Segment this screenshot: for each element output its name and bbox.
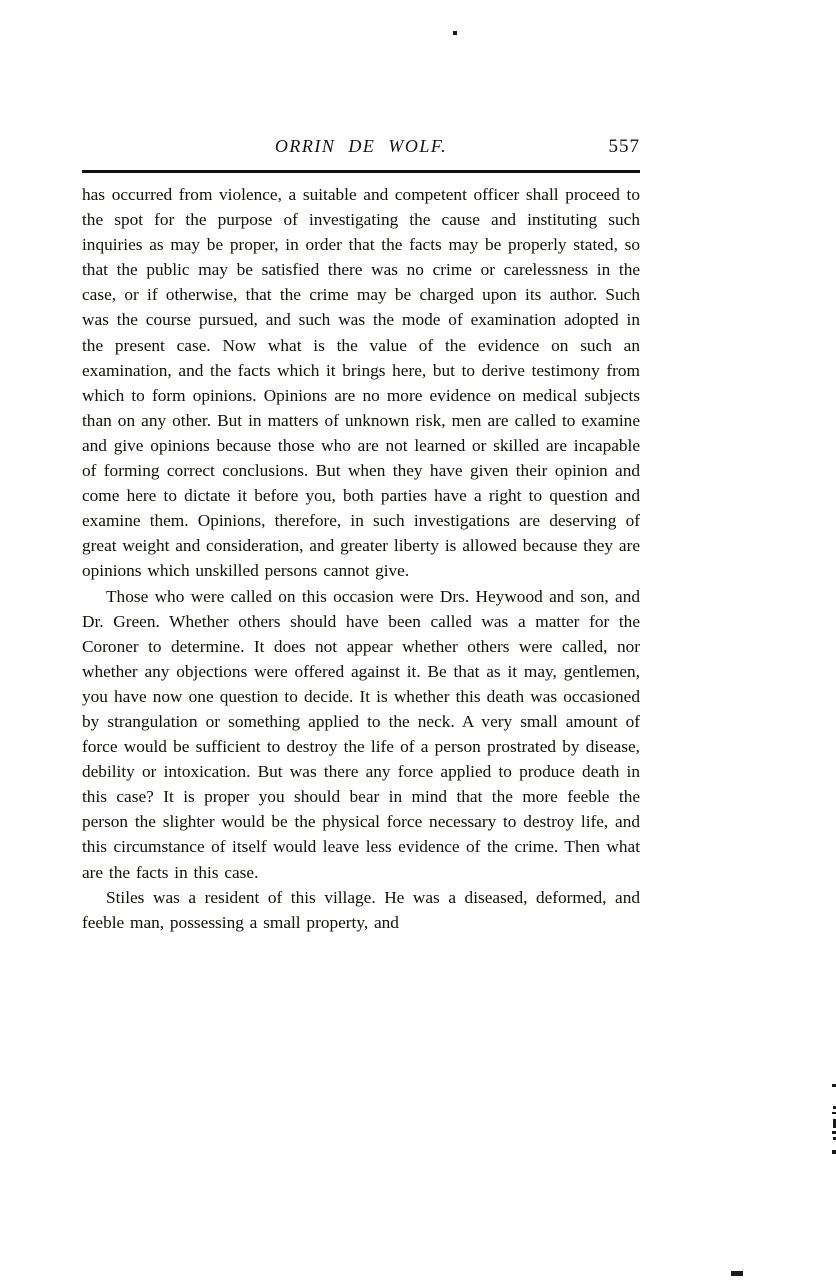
body-text: [82, 182, 640, 935]
scan-edge-artifact: [832, 1131, 836, 1134]
running-header-title: ORRIN DE WOLF.: [274, 136, 448, 156]
scan-speck-artifact: [731, 1271, 743, 1276]
scan-speck-artifact: [453, 31, 457, 35]
header-rule-divider: [82, 170, 640, 173]
paragraph-3: Stiles was a resident of this village. He was a diseased, deformed, and feeble man, possessing a small property, and: [82, 887, 640, 932]
scan-edge-artifact: [832, 1112, 836, 1114]
scan-edge-artifact: [832, 1150, 836, 1154]
running-header: [82, 136, 640, 166]
paragraph-1: has occurred from violence, a suitable and competent officer shall proceed to the spot for the purpose of investigating the cause and instituting such inquiries as may be proper, in order that the facts may be properly stated, so that the public may be satisfied there was no crime or carelessness in the case, or if otherwise, that the crime may be charged upon its author. Such was the course pursued, and such was the mode of examination adopted in the present case. Now what is the value of the evidence on such an examination, and the facts which it brings here, but to derive testimony from which to form opinions. Opinions are no more evidence on medical subjects than on any other. But in matters of unknown risk, men are called to examine and give opinions because those who are not learned or skilled are incapable of forming correct conclusions. But when they have given their opinion and come here to dictate it before you, both parties have a right to question and examine them. Opinions, therefore, in such investigations are deserving of great weight and consideration, and greater liberty is allowed because they are opinions which unskilled persons cannot give.: [82, 185, 640, 581]
page-number: 557: [608, 136, 640, 157]
paragraph-2: Those who were called on this occasion were Drs. Heywood and son, and Dr. Green. Whether others should have been called was a matter for the Coroner to determine. It does not appear whether others were called, nor whether any objections were offered against it. Be that as it may, gentlemen, you have now one question to decide. It is whether this death was occasioned by strangulation or something applied to the neck. A very small amount of force would be sufficient to destroy the life of a person prostrated by disease, debility or intoxication. But was there any force applied to produce death in this case? It is proper you should bear in mind that the more feeble the person the slighter would be the physical force necessary to destroy life, and this circumstance of itself would leave less evidence of the crime. Then what are the facts in this case.: [82, 586, 640, 882]
scan-edge-artifact: [832, 1084, 836, 1087]
text-block: [82, 136, 640, 935]
